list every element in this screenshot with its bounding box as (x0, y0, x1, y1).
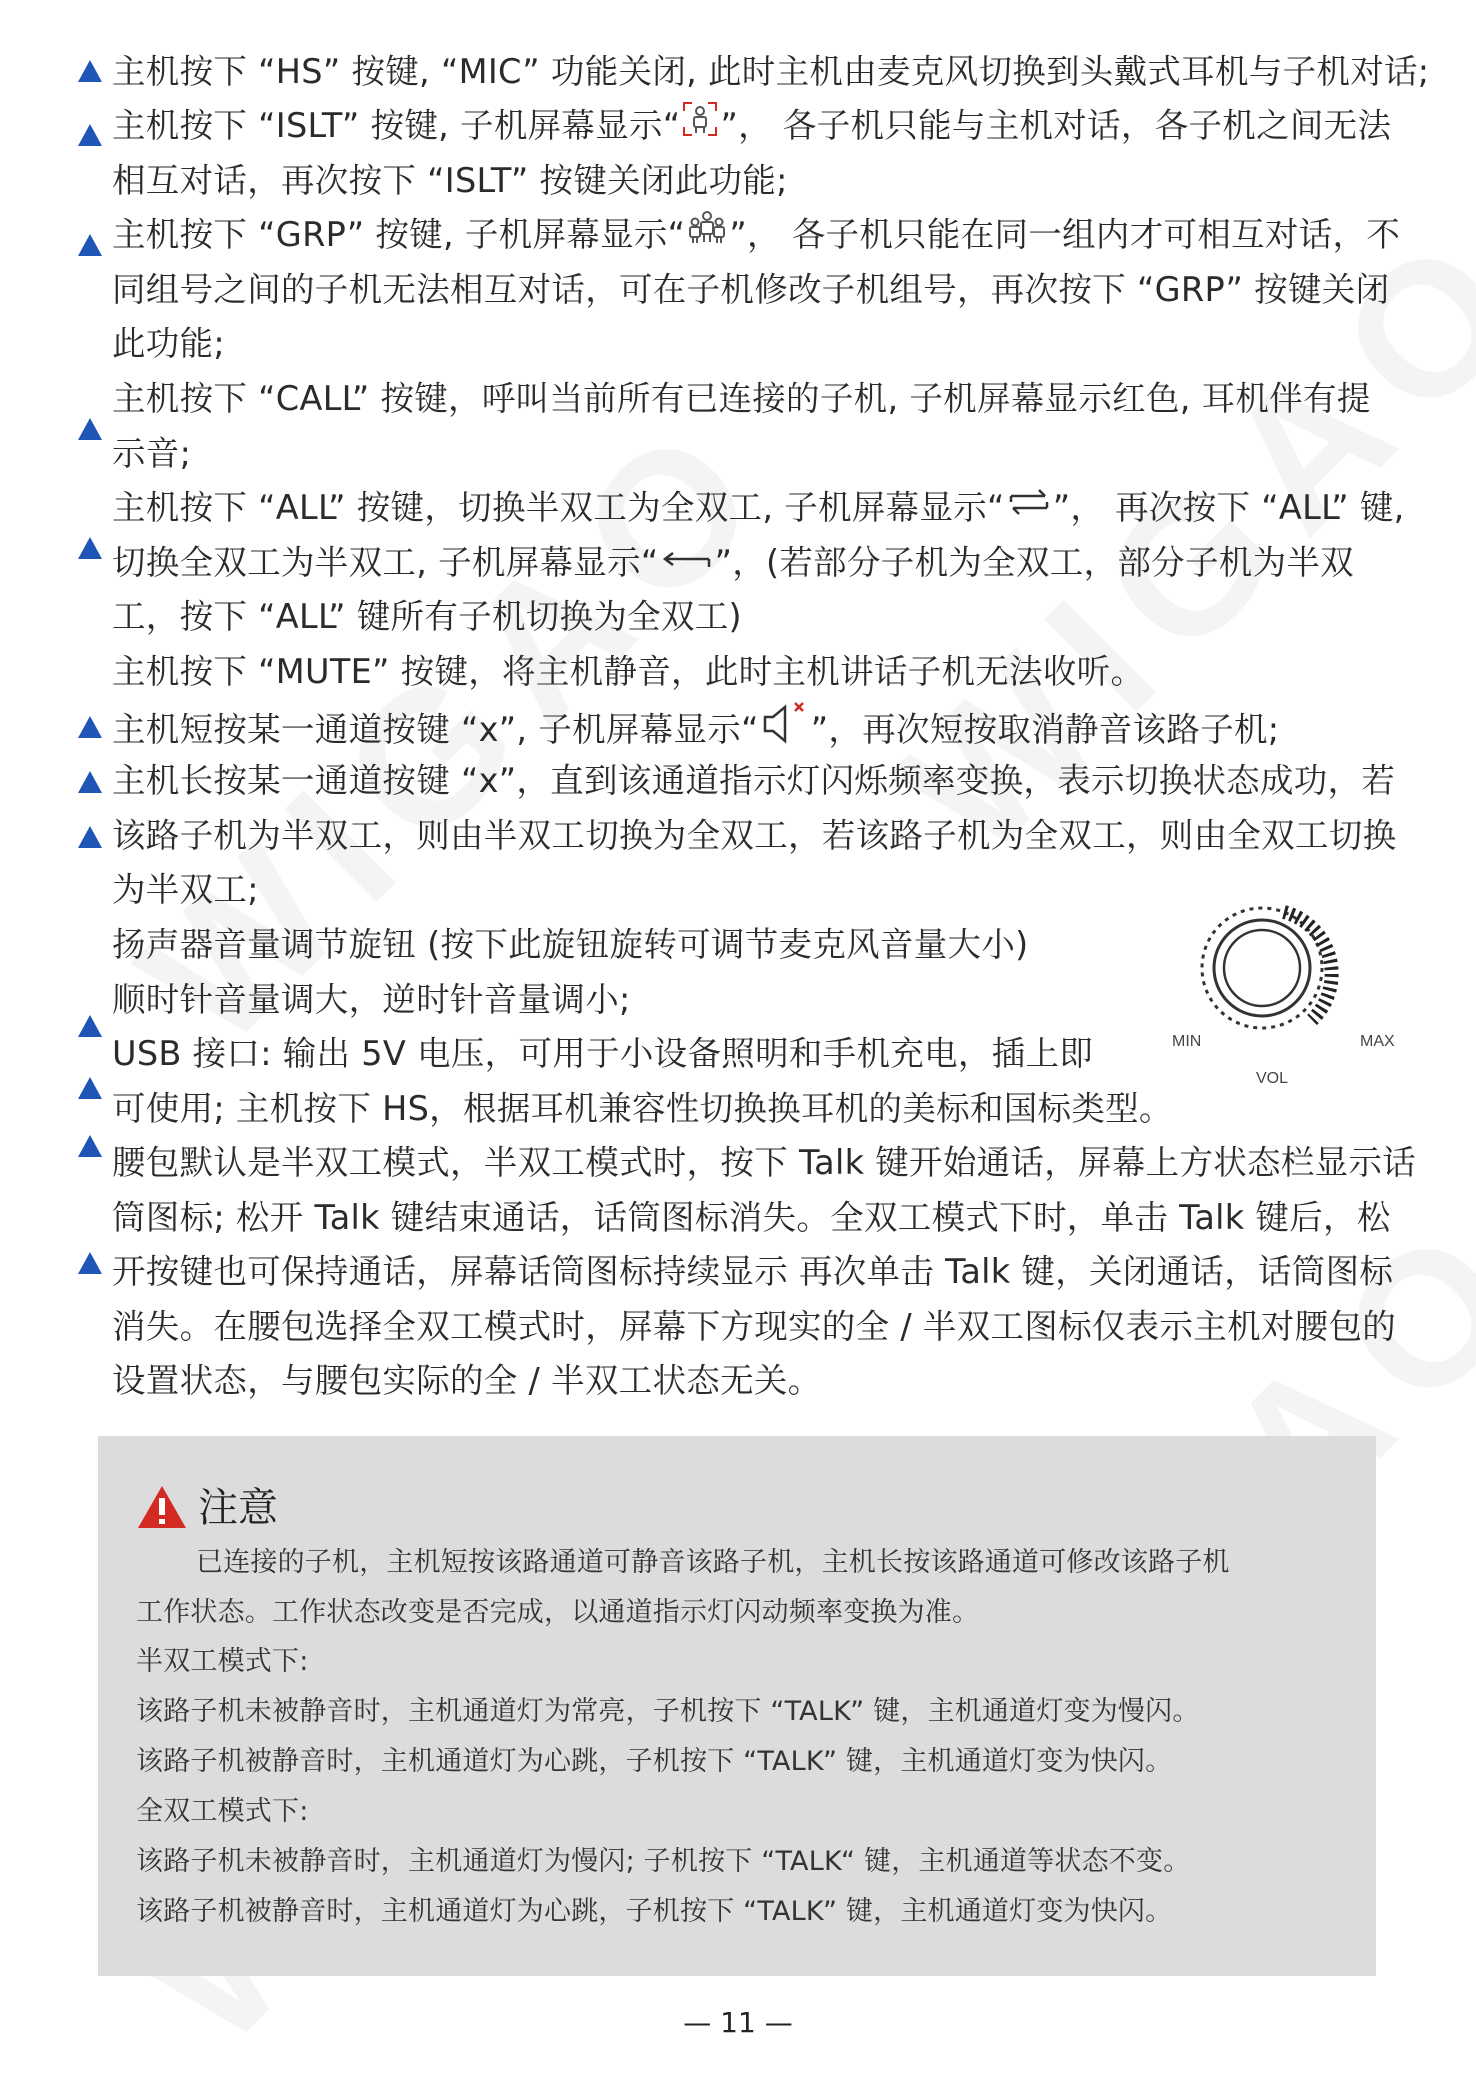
text-line: 主机长按某一通道按键 “x”，直到该通道指示灯闪烁频率变换，表示切换状态成功，若 (112, 761, 1396, 800)
text-segment: ”， 各子机只能与主机对话，各子机之间无法 (720, 106, 1392, 145)
text-segment: 主机按下 “ISLT” 按键, 子机屏幕显示“ (112, 106, 681, 145)
text-line: 该路子机为半双工，则由半双工切换为全双工，若该路子机为全双工，则由全双工切换 (112, 815, 1397, 855)
text-line: 筒图标; 松开 Talk 键结束通话，话筒图标消失。全双工模式下时，单击 Talk 键后，松 (112, 1197, 1391, 1237)
bullet-triangle-icon (78, 124, 102, 146)
instruction-hs (112, 45, 1452, 100)
text-line: 为半双工; (112, 870, 259, 909)
text-line: 此功能; (112, 324, 225, 363)
instruction-short-press (112, 699, 1452, 754)
instruction-beltpack (112, 1136, 1452, 1409)
text-line: 主机按下 “MUTE” 按键，将主机静音，此时主机讲话子机无法收听。 (112, 652, 1145, 691)
knob-min-label: MIN (1172, 1033, 1202, 1050)
text-line: 顺时针音量调大，逆时针音量调小; (112, 979, 631, 1019)
knob-vol-label: VOL (1256, 1070, 1289, 1087)
text-line: 相互对话，再次按下 “ISLT” 按键关闭此功能; (112, 160, 788, 200)
text-line: USB 接口: 输出 5V 电压，可用于小设备照明和手机充电，插上即 (112, 1034, 1094, 1073)
text-segment: 主机按下 “ALL” 按键，切换半双工为全双工, 子机屏幕显示“ (112, 488, 1005, 527)
bullet-triangle-icon (78, 771, 102, 793)
note-title: 注意 (198, 1485, 278, 1531)
text-line (112, 699, 1452, 754)
text-line (112, 99, 1452, 154)
note-line: 全双工模式下: (136, 1796, 309, 1827)
page-number: — 11 — (683, 2006, 793, 2039)
text-line: 扬声器音量调节旋钮 (按下此旋钮旋转可调节麦克风音量大小) (112, 925, 1029, 964)
text-line: 消失。在腰包选择全双工模式时，屏幕下方现实的全 / 半双工图标仅表示主机对腰包的 (112, 1306, 1397, 1346)
warning-icon (136, 1484, 188, 1534)
instruction-mute (112, 645, 1452, 700)
note-line: 该路子机被静音时，主机通道灯为心跳，子机按下 “TALK” 键，主机通道灯变为快闪。 (136, 1746, 1173, 1777)
text-line: 示音; (112, 433, 192, 473)
bullet-triangle-icon (78, 1135, 102, 1157)
note-box (98, 1436, 1376, 1976)
group-people-icon (685, 208, 729, 265)
note-line: 该路子机未被静音时，主机通道灯为慢闪; 子机按下 “TALK“ 键，主机通道等状态不变。 (136, 1846, 1191, 1877)
text-line (112, 536, 1452, 591)
text-segment: 主机按下 “GRP” 按键, 子机屏幕显示“ (112, 215, 686, 254)
note-line: 工作状态。工作状态改变是否完成，以通道指示灯闪动频率变换为准。 (136, 1597, 980, 1628)
bullet-triangle-icon (78, 1252, 102, 1274)
volume-knob-icon (1172, 888, 1400, 1048)
text-segment: 切换全双工为半双工, 子机屏幕显示“ (112, 542, 659, 582)
text-line: 工，按下 “ALL” 键所有子机切换为全双工) (112, 597, 742, 636)
full-duplex-icon (1005, 482, 1053, 537)
text-line: 同组号之间的子机无法相互对话，可在子机修改子机组号，再次按下 “GRP” 按键关闭 (112, 269, 1390, 309)
note-line: 半双工模式下: (136, 1646, 309, 1677)
bullet-triangle-icon (78, 60, 102, 82)
text-segment: ”，(若部分子机为全双工，部分子机为半双 (714, 542, 1354, 582)
text-line (112, 481, 1452, 536)
instruction-islt (112, 99, 1452, 208)
text-line: 开按键也可保持通话，屏幕话筒图标持续显示 再次单击 Talk 键，关闭通话，话筒图标 (112, 1252, 1394, 1291)
text-line (112, 208, 1452, 263)
text-segment: ”， 再次按下 “ALL” 键, (1052, 488, 1405, 527)
knob-max-label: MAX (1360, 1033, 1395, 1050)
text-segment: ”，再次短按取消静音该路子机; (810, 709, 1280, 749)
volume-knob-illustration (1172, 888, 1400, 1088)
bullet-triangle-icon (78, 716, 102, 738)
text-segment: 主机短按某一通道按键 “x”, 子机屏幕显示“ (112, 709, 759, 749)
bullet-triangle-icon (78, 1015, 102, 1037)
bullet-triangle-icon (78, 826, 102, 848)
half-duplex-icon (659, 537, 715, 592)
text-segment: ”， 各子机只能在同一组内才可相互对话，不 (729, 215, 1401, 254)
single-person-icon (680, 99, 720, 156)
note-line: 该路子机未被静音时，主机通道灯为常亮，子机按下 “TALK” 键，主机通道灯变为慢闪。 (136, 1696, 1200, 1727)
instruction-call (112, 372, 1452, 481)
note-line: 该路子机被静音时，主机通道灯为心跳，子机按下 “TALK” 键，主机通道灯变为快闪。 (136, 1896, 1173, 1927)
bullet-triangle-icon (78, 418, 102, 440)
text-line: 主机按下 “HS” 按键, “MIC” 功能关闭, 此时主机由麦克风切换到头戴式耳机与子机对话; (112, 52, 1430, 91)
bullet-triangle-icon (78, 1077, 102, 1099)
text-line: 腰包默认是半双工模式，半双工模式时，按下 Talk 键开始通话，屏幕上方状态栏显示话 (112, 1143, 1417, 1182)
text-line: 主机按下 “CALL” 按键，呼叫当前所有已连接的子机, 子机屏幕显示红色, 耳机伴有提 (112, 379, 1371, 418)
instruction-grp (112, 208, 1452, 372)
bullet-triangle-icon (78, 537, 102, 559)
text-line: 设置状态，与腰包实际的全 / 半双工状态无关。 (112, 1361, 822, 1400)
note-line: 已连接的子机，主机短按该路通道可静音该路子机，主机长按该路通道可修改该路子机 (196, 1547, 1230, 1578)
bullet-triangle-icon (78, 234, 102, 256)
instruction-all (112, 481, 1452, 645)
text-line: 可使用; 主机按下 HS，根据耳机兼容性切换换耳机的美标和国标类型。 (112, 1088, 1173, 1128)
